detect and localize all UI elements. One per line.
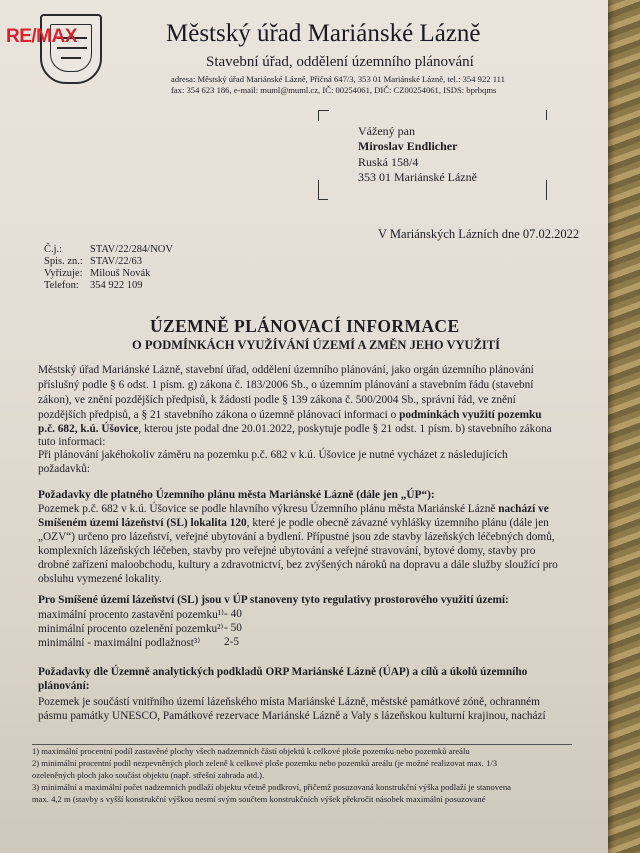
section1-line [38, 503, 549, 515]
intro-line: tuto informaci: [38, 436, 106, 448]
remax-watermark-logo [6, 24, 106, 52]
addressee-name: Miroslav Endlicher [358, 139, 458, 153]
intro-emphasis: podmínkách využití pozemku [399, 409, 542, 421]
section3-heading: plánování: [38, 680, 90, 692]
intro-line: příslušný podle § 6 odst. 1 písm. g) zákona č. 183/2006 Sb., o územním plánování a stavebním řádu (stavební [38, 379, 534, 391]
footnote-divider [32, 744, 572, 745]
ref-vyrizuje-label: Vyřizuje: [44, 268, 83, 279]
office-subtitle: Stavební úřad, oddělení územního plánování [206, 54, 474, 70]
office-contact: fax: 354 623 186, e-mail: muml@muml.cz, IČ: 00254061, DIČ: CZ00254061, ISDS: bprbqms [171, 85, 497, 95]
intro-line [38, 423, 552, 435]
addressee-salutation: Vážený pan [358, 124, 415, 138]
date-line: V Mariánských Lázních dne 07.02.2022 [378, 227, 580, 241]
intro-text: , kterou jste podal dne 20.01.2022, poskytuje podle § 21 odst. 1 písm. b) stavebního zákona [138, 423, 552, 435]
intro-text: pozdějších předpisů, a § 21 stavebního zákona o územně plánovací informaci o [38, 409, 400, 421]
intro-line: Při plánování jakéhokoliv záměru na pozemku p.č. 682 v k.ú. Úšovice je nutné vycházet z následujících [38, 449, 508, 461]
section1-emphasis: nachází ve [498, 503, 549, 515]
addressee-city: 353 01 Mariánské Lázně [358, 170, 477, 184]
regulation-value: - 40 [224, 608, 242, 620]
section2-heading: Pro Smíšené území lázeňství (SL) jsou v ÚP stanoveny tyto regulativy prostorového využití území: [38, 594, 509, 606]
regulation-label: minimální procento ozelenění pozemku²⁾ [38, 623, 224, 635]
footnote: 2) minimální procentní podíl nezpevněných ploch zeleně k celkové ploše pozemku nebo pozemků areálu (je možné realizovat max. 1/3 [32, 758, 498, 768]
intro-line: zákon), ve znění pozdějších předpisů, k žádosti podle § 139 zákona č. 500/2004 Sb., správní řád, ve znění [38, 394, 516, 406]
ref-vyrizuje-value: Milouš Novák [90, 268, 151, 279]
window-corner-br [546, 180, 547, 200]
section3-line: pásmu památky UNESCO, Památkové rezervace Mariánské Lázně a Valy s lázeňskou kulturní krajinou, nachází [38, 710, 546, 722]
fabric-edge [608, 0, 640, 853]
section1-line: drobné zařízení maloobchodu, kultury a zdravotnictví, bez zvýšených nároků na dopravu a dále služby sloužící pro [38, 559, 558, 571]
section1-line: obsluhu vymezené lokality. [38, 573, 162, 585]
ref-telefon-value: 354 922 109 [90, 280, 143, 291]
window-corner-bl [318, 180, 319, 200]
regulation-value: - 50 [224, 622, 242, 634]
section1-line [38, 517, 549, 529]
document-title: ÚZEMNĚ PLÁNOVACÍ INFORMACE [150, 316, 460, 336]
addressee-block [318, 110, 558, 200]
ref-cj-label: Č.j.: [44, 244, 63, 255]
addressee-street: Ruská 158/4 [358, 155, 419, 169]
ref-cj-value: STAV/22/284/NOV [90, 244, 173, 255]
intro-line [38, 409, 542, 421]
section1-line: komplexních lázeňských léčeben, stavby pro veřejné ubytování a veřejné stravování, bytové domy, stavby pro [38, 545, 536, 557]
remax-watermark-text: RE/MAX [6, 26, 77, 47]
office-address: adresa: Městský úřad Mariánské Lázně, Příčná 647/3, 353 01 Mariánské Lázně, tel.: 354 922 111 [171, 74, 505, 84]
section1-text: Pozemek p.č. 682 v k.ú. Úšovice se podle hlavního výkresu Územního plánu města Mariánské Lázně [38, 503, 499, 515]
section1-line: „OZV“) určeno pro lázeňství, veřejné ubytování a bydlení. Přípustné jsou zde stavby lázeňských léčebných domů, [38, 531, 555, 543]
section1-text: , které je podle obecně závazné vyhlášky územního plánu (dále jen [246, 517, 549, 529]
ref-spis-value: STAV/22/63 [90, 256, 143, 267]
section1-heading: Požadavky dle platného Územního plánu města Mariánské Lázně (dále jen „ÚP“): [38, 489, 435, 501]
regulation-value: 2-5 [224, 636, 240, 648]
section3-heading: Požadavky dle Územně analytických podkladů ORP Mariánské Lázně (ÚAP) a cílů a úkolů územního [38, 666, 528, 678]
document-subtitle: O PODMÍNKÁCH VYUŽÍVÁNÍ ÚZEMÍ A ZMĚN JEHO VYUŽITÍ [132, 338, 500, 352]
footnote: 1) maximální procentní podíl zastavěné plochy všech nadzemních částí objektů k celkové ploše pozemku nebo pozemků areálu [32, 746, 470, 756]
footnote: ozeleněných ploch jako součást objektu (např. střešní zahrada atd.). [32, 770, 265, 780]
regulation-label: maximální procento zastavění pozemku¹⁾ [38, 609, 224, 621]
intro-line: Městský úřad Mariánské Lázně, stavební úřad, oddělení územního plánování, jako orgán územního plánování [38, 364, 534, 376]
section1-emphasis: Smíšeném území lázeňství (SL) lokalita 120 [38, 517, 247, 529]
ref-spis-label: Spis. zn.: [44, 256, 83, 267]
ref-telefon-label: Telefon: [44, 280, 79, 291]
section3-line: Pozemek je součástí vnitřního území lázeňského místa Mariánské Lázně, městské památkové zóně, ochranném [38, 696, 540, 708]
window-corner-tl [318, 110, 329, 121]
regulation-label: minimální - maximální podlažnost³⁾ [38, 637, 201, 649]
intro-emphasis: p.č. 682, k.ú. Úšovice [38, 423, 139, 435]
window-corner-bl-h [318, 199, 328, 200]
intro-line: požadavků: [38, 463, 91, 475]
office-title: Městský úřad Mariánské Lázně [166, 20, 481, 47]
window-corner-tr [546, 110, 547, 120]
footnote: 3) minimální a maximální počet nadzemních podlaží objektu včetně podkroví, přičemž posuzovaná konstrukční výška podlaží je stanovena [32, 782, 511, 792]
footnote: max. 4,2 m (stavby s vyšší konstrukční výškou nesmí svým součtem konstrukčních výšek překročit násobek maximální posuzované [32, 794, 486, 804]
